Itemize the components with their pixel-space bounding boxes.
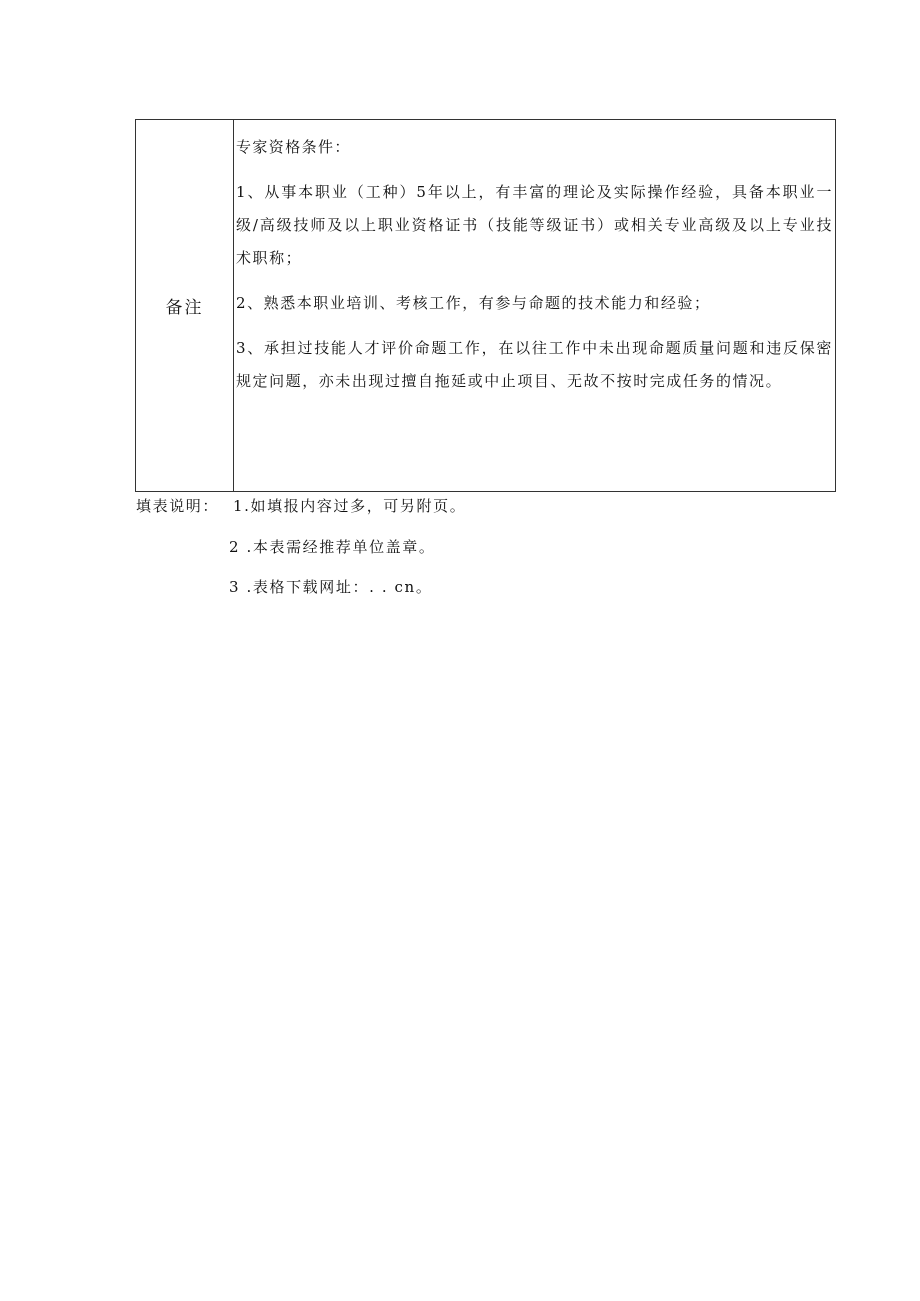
fill-note-3: 3 .表格下载网址：. . cn。 xyxy=(229,578,433,596)
fill-note-2: 2 .本表需经推荐单位盖章。 xyxy=(229,538,436,556)
remarks-table xyxy=(135,119,836,492)
requirement-item-1: 1、从事本职业（工种）5年以上，有丰富的理论及实际操作经验，具备本职业一级/高级技师及以上职业资格证书（技能等级证书）或相关专业高级及以上专业技术职称； xyxy=(236,183,833,267)
remarks-row xyxy=(136,120,836,492)
qualification-block xyxy=(236,120,833,398)
remarks-label: 备注 xyxy=(136,120,234,492)
fill-instructions-label: 填表说明： xyxy=(136,497,220,515)
qualification-heading: 专家资格条件： xyxy=(236,138,351,156)
requirement-item-3: 3、承担过技能人才评价命题工作，在以往工作中未出现命题质量问题和违反保密规定问题，亦未出现过擅自拖延或中止项目、无故不按时完成任务的情况。 xyxy=(236,339,833,390)
fill-note-1: 1.如填报内容过多，可另附页。 xyxy=(233,497,467,515)
remarks-content xyxy=(234,120,836,492)
requirement-item-2: 2、熟悉本职业培训、考核工作，有参与命题的技术能力和经验； xyxy=(236,294,711,312)
